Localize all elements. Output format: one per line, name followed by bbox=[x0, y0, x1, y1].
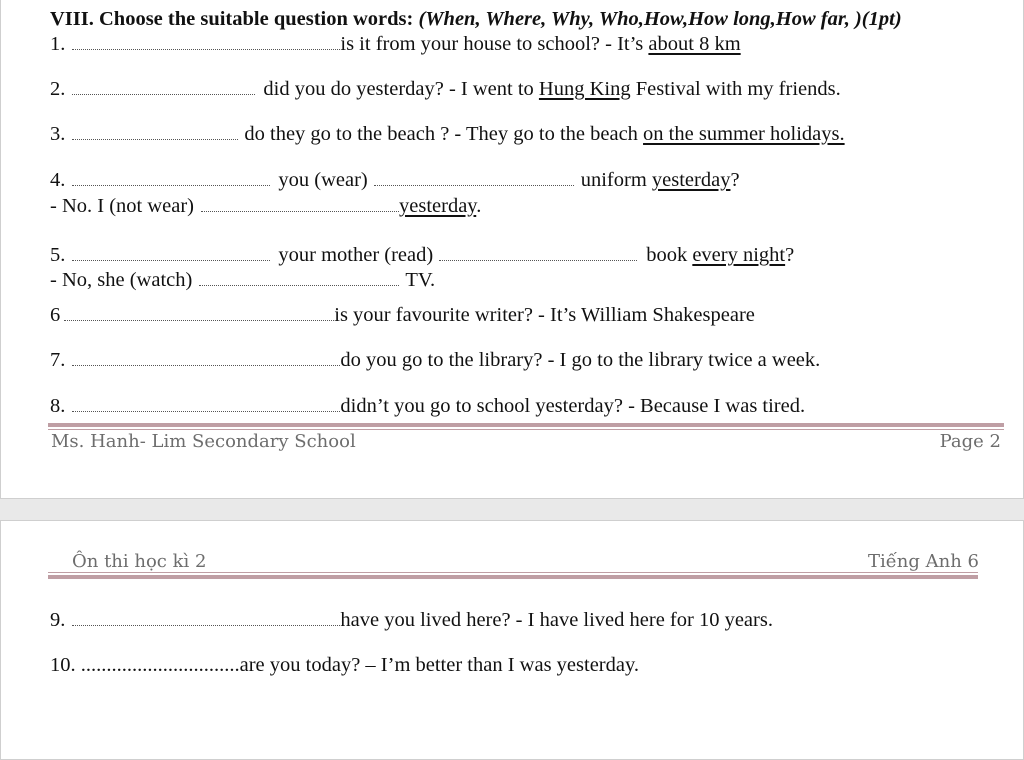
answer-blank[interactable] bbox=[72, 169, 270, 186]
answer-blank[interactable] bbox=[72, 395, 340, 412]
answer-blank[interactable] bbox=[199, 269, 399, 286]
question-6: 6 is your favourite writer? - It’s William Shakespeare bbox=[50, 304, 755, 326]
answer-blank[interactable]: ............................... bbox=[80, 654, 240, 676]
answer-blank[interactable] bbox=[72, 609, 340, 626]
question-9: 9. have you lived here? - I have lived here for 10 years. bbox=[50, 609, 773, 631]
question-8: 8. didn’t you go to school yesterday? - Because I was tired. bbox=[50, 395, 806, 417]
question-4-response: - No. I (not wear) yesterday. bbox=[50, 195, 482, 217]
answer-blank[interactable] bbox=[72, 349, 340, 366]
title-prefix: VIII. Choose the suitable question words: bbox=[50, 8, 419, 30]
question-2: 2. did you do yesterday? - I went to Hung King Festival with my friends. bbox=[50, 78, 841, 100]
answer-blank[interactable] bbox=[72, 244, 270, 261]
answer-blank[interactable] bbox=[72, 33, 340, 50]
section-title bbox=[50, 6, 902, 32]
footer-left: Ms. Hanh- Lim Secondary School bbox=[51, 431, 356, 452]
answer-blank[interactable] bbox=[64, 304, 334, 321]
question-7: 7. do you go to the library? - I go to the library twice a week. bbox=[50, 349, 821, 371]
footer-page-number: Page 2 bbox=[939, 431, 1001, 452]
title-question-words: (When, Where, Why, Who,How,How long,How far, )(1pt) bbox=[418, 8, 902, 30]
question-4: 4. you (wear) uniform yesterday? bbox=[50, 169, 740, 191]
answer-blank[interactable] bbox=[201, 195, 399, 212]
header-rule bbox=[48, 575, 978, 579]
answer-blank[interactable] bbox=[72, 123, 238, 140]
answer-blank[interactable] bbox=[439, 244, 637, 261]
question-5: 5. your mother (read) book every night? bbox=[50, 244, 795, 266]
footer-rule bbox=[48, 423, 1004, 427]
header-left: Ôn thi học kì 2 bbox=[72, 551, 207, 572]
question-10: 10. ...............................are you today? – I’m better than I was yesterday. bbox=[50, 654, 640, 676]
header-right: Tiếng Anh 6 bbox=[867, 551, 979, 572]
answer-blank[interactable] bbox=[374, 169, 574, 186]
answer-blank[interactable] bbox=[72, 78, 255, 95]
question-5-response: - No, she (watch) TV. bbox=[50, 269, 436, 291]
question-3: 3. do they go to the beach ? - They go to the beach on the summer holidays. bbox=[50, 123, 845, 145]
document-page-2 bbox=[0, 520, 1024, 760]
footer-rule-thin bbox=[48, 429, 1004, 430]
question-1: 1. is it from your house to school? - It’s about 8 km bbox=[50, 33, 741, 55]
header-rule-thin bbox=[48, 572, 978, 573]
